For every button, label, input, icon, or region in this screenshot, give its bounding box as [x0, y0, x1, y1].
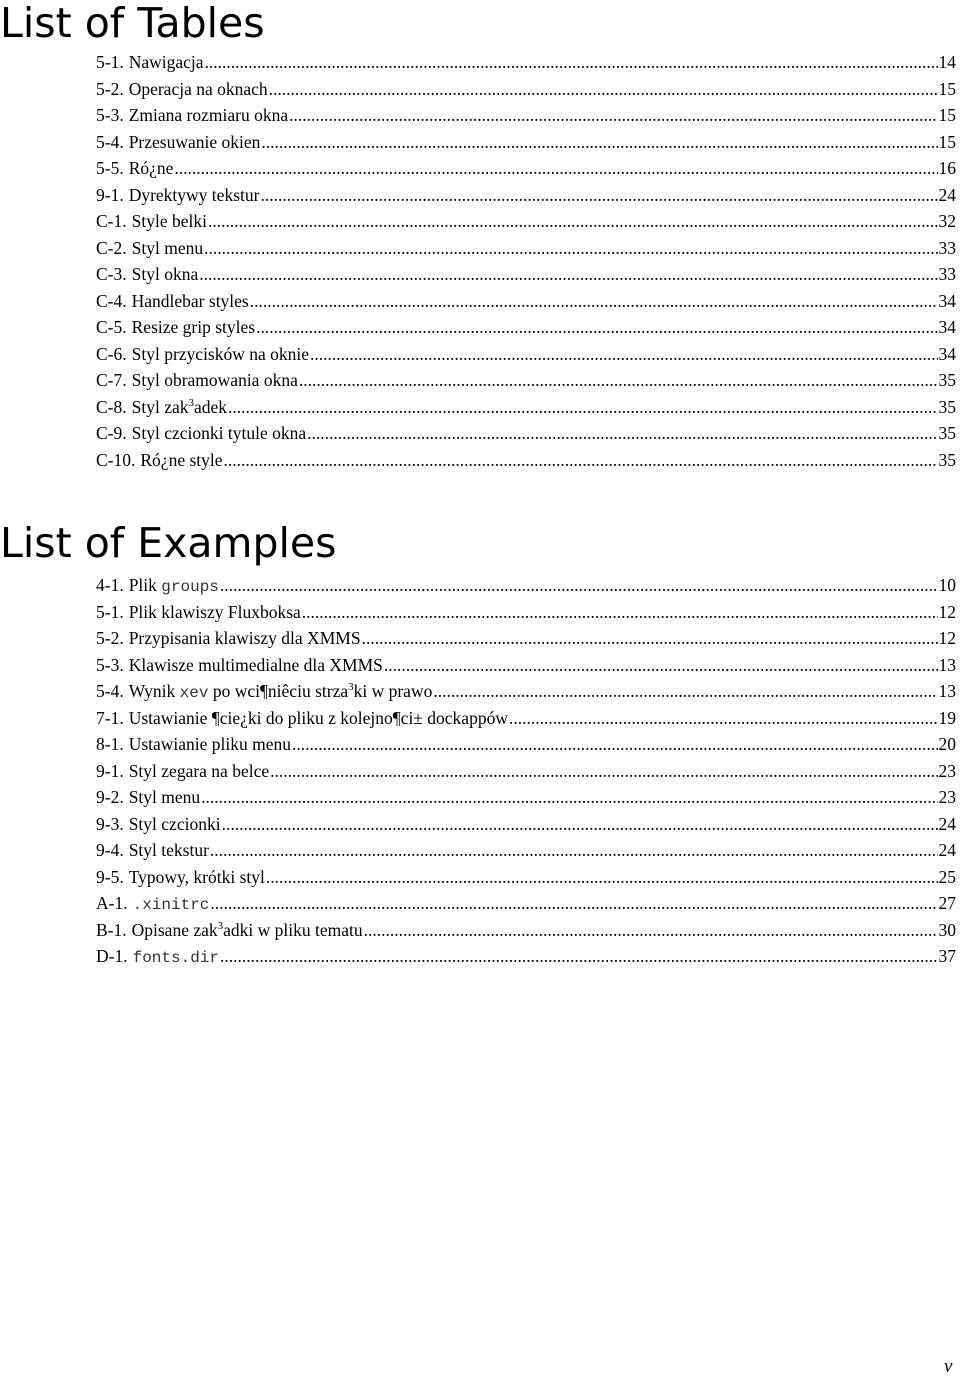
toc-entry[interactable] — [96, 182, 956, 209]
toc-entry-page: 13 — [938, 681, 956, 701]
toc-entry-text: 3 — [188, 396, 194, 409]
toc-entry-text: Typowy, krótki styl — [128, 866, 265, 887]
toc-entry-text: Style belki — [131, 211, 207, 231]
toc-entry-page: 20 — [938, 734, 956, 754]
toc-entry[interactable] — [96, 235, 956, 262]
toc-entry-page: 24 — [938, 184, 956, 205]
toc-entry-text: adki w pliku tematu — [223, 919, 363, 940]
toc-dot-leader — [433, 678, 937, 705]
toc-entry[interactable] — [96, 341, 956, 368]
toc-entry-page: 12 — [938, 601, 956, 622]
toc-entry-title — [129, 155, 174, 182]
toc-entry[interactable] — [96, 367, 956, 394]
toc-entry-text: adek — [194, 396, 228, 417]
toc-entry-number: 9-1. — [96, 184, 124, 205]
toc-entry-title — [133, 890, 210, 917]
toc-entry-text: 3 — [217, 919, 224, 932]
toc-entry-text: Styl czcionki tytule okna — [131, 423, 307, 443]
toc-entry-title — [129, 837, 209, 864]
toc-entry-number: 9-4. — [96, 840, 124, 860]
toc-entry-page: 34 — [938, 343, 956, 364]
toc-entry-text: ki w prawo — [353, 681, 433, 701]
toc-entry-title — [129, 49, 204, 76]
toc-entry-title — [129, 102, 288, 129]
toc-entry-title — [129, 784, 200, 811]
toc-entry-text: Styl czcionki — [128, 813, 221, 834]
toc-dot-leader — [302, 599, 938, 626]
toc-entry-number: 8-1. — [96, 734, 124, 754]
toc-entry-page: 12 — [938, 628, 956, 648]
toc-entry-title — [129, 678, 433, 705]
toc-entry-title — [129, 625, 361, 652]
toc-entry-page: 15 — [938, 131, 956, 152]
toc-entry-code: xev — [179, 684, 209, 702]
toc-entry-number: C-10. — [96, 449, 136, 470]
toc-entry-text: 3 — [348, 681, 354, 694]
toc-dot-leader — [384, 652, 938, 679]
toc-entry-number: 5-2. — [96, 78, 124, 99]
toc-entry-text: Plik klawiszy Fluxboksa — [128, 601, 301, 622]
toc-entry-title — [132, 261, 199, 288]
toc-entry-title — [133, 943, 219, 970]
toc-entry-text: Resize grip styles — [131, 317, 256, 337]
toc-entry[interactable] — [96, 811, 956, 838]
toc-entry-page: 30 — [938, 919, 956, 940]
toc-dot-leader — [220, 572, 938, 599]
page-number: v — [944, 1356, 953, 1377]
toc-entry-number: 5-3. — [96, 105, 124, 125]
toc-dot-leader — [269, 76, 938, 103]
toc-entry-title — [132, 341, 309, 368]
toc-entry-number: C-3. — [96, 264, 127, 284]
toc-entry-text: Opisane zak — [131, 919, 218, 940]
toc-entry-page: 32 — [938, 211, 956, 231]
list-of-examples-heading: List of Examples — [0, 519, 337, 567]
toc-entry-number: C-1. — [96, 211, 127, 231]
toc-entry-title — [129, 864, 265, 891]
toc-entry-text: Operacja na oknach — [128, 78, 268, 99]
toc-entry-title — [129, 811, 221, 838]
toc-entry[interactable] — [96, 76, 956, 103]
toc-entry-title — [129, 572, 219, 599]
toc-entry[interactable] — [96, 572, 956, 599]
toc-entry-page: 24 — [938, 840, 956, 860]
toc-dot-leader — [307, 420, 937, 447]
toc-entry-title — [132, 394, 227, 421]
toc-dot-leader — [224, 447, 938, 474]
toc-entry-number: 5-3. — [96, 654, 124, 675]
toc-entry-page: 27 — [938, 893, 956, 913]
toc-entry[interactable] — [96, 49, 956, 76]
toc-entry-title — [132, 917, 363, 944]
toc-entry-text: Styl zegara na belce — [128, 760, 270, 781]
toc-entry-title — [129, 76, 268, 103]
toc-entry-title — [132, 314, 255, 341]
toc-entry-number: A-1. — [96, 893, 128, 913]
toc-entry-page: 35 — [938, 449, 956, 470]
toc-entry-number: 9-5. — [96, 866, 124, 887]
toc-dot-leader — [266, 864, 938, 891]
toc-dot-leader — [210, 837, 938, 864]
toc-entry[interactable] — [96, 102, 956, 129]
toc-entry-number: 5-1. — [96, 601, 124, 622]
toc-entry-page: 15 — [938, 78, 956, 99]
toc-entry-text: po wci¶niêciu strza — [208, 681, 349, 701]
toc-entry-text: Zmiana rozmiaru okna — [128, 105, 289, 125]
toc-entry[interactable] — [96, 129, 956, 156]
toc-entry[interactable] — [96, 943, 956, 970]
toc-entry-text: Handlebar styles — [131, 290, 249, 311]
toc-entry[interactable] — [96, 705, 956, 732]
toc-dot-leader — [228, 394, 937, 421]
toc-entry-number: C-7. — [96, 370, 127, 390]
toc-entry-page: 23 — [938, 760, 956, 781]
toc-entry-text: Styl zak — [131, 396, 189, 417]
toc-dot-leader — [210, 890, 937, 917]
toc-entry-text: Przesuwanie okien — [128, 131, 261, 152]
toc-entry[interactable] — [96, 155, 956, 182]
toc-entry-number: 5-4. — [96, 131, 124, 152]
toc-entry-number: 5-2. — [96, 628, 124, 648]
toc-entry-text: Wynik — [128, 681, 180, 701]
toc-entry-page: 33 — [938, 264, 956, 284]
toc-entry[interactable] — [96, 394, 956, 421]
toc-dot-leader — [220, 943, 937, 970]
toc-dot-leader — [310, 341, 937, 368]
toc-entry-number: 9-2. — [96, 787, 124, 807]
toc-entry-number: 5-4. — [96, 681, 124, 701]
toc-entry-page: 33 — [938, 237, 956, 258]
toc-entry-number: 9-1. — [96, 760, 124, 781]
toc-dot-leader — [174, 155, 937, 182]
toc-entry-page: 14 — [938, 52, 956, 72]
toc-entry-page: 15 — [938, 105, 956, 125]
toc-dot-leader — [256, 314, 937, 341]
toc-entry-text: Nawigacja — [128, 52, 204, 72]
toc-entry[interactable] — [96, 864, 956, 891]
toc-entry-page: 10 — [938, 575, 956, 595]
toc-entry-page: 19 — [938, 707, 956, 728]
toc-entry[interactable] — [96, 261, 956, 288]
toc-entry-page: 34 — [938, 290, 956, 311]
toc-entry-text: Ustawianie ¶cie¿ki do pliku z kolejno¶ci± dockappów — [128, 707, 508, 728]
toc-entry-page: 34 — [938, 317, 956, 337]
toc-entry-title — [129, 705, 508, 732]
toc-entry-number: 9-3. — [96, 813, 124, 834]
toc-entry-title — [132, 235, 203, 262]
toc-entry-title — [129, 129, 261, 156]
toc-entry[interactable] — [96, 314, 956, 341]
toc-dot-leader — [362, 625, 938, 652]
toc-entry-page: 35 — [938, 370, 956, 390]
toc-entry-text: Styl menu — [131, 237, 204, 258]
toc-entry-code: fonts.dir — [132, 949, 220, 967]
toc-entry-title — [132, 288, 249, 315]
toc-entry-page: 35 — [938, 396, 956, 417]
toc-entry-text: Styl tekstur — [128, 840, 209, 860]
list-of-tables-heading: List of Tables — [0, 0, 265, 47]
toc-dot-leader — [208, 208, 938, 235]
toc-entry-page: 37 — [938, 946, 956, 966]
toc-dot-leader — [201, 784, 937, 811]
toc-entry[interactable] — [96, 625, 956, 652]
toc-entry[interactable] — [96, 599, 956, 626]
toc-entry-number: B-1. — [96, 919, 127, 940]
toc-dot-leader — [292, 731, 937, 758]
toc-entry-title — [129, 599, 301, 626]
toc-entry-title — [129, 182, 260, 209]
toc-entry-text: Styl obramowania okna — [131, 370, 298, 390]
toc-dot-leader — [364, 917, 938, 944]
toc-entry-title — [140, 447, 222, 474]
toc-entry-title — [132, 208, 207, 235]
toc-entry-code: .xinitrc — [132, 896, 210, 914]
examples-list — [96, 572, 956, 970]
toc-dot-leader — [299, 367, 938, 394]
toc-entry[interactable] — [96, 890, 956, 917]
toc-entry[interactable] — [96, 784, 956, 811]
toc-dot-leader — [250, 288, 938, 315]
toc-entry-title — [129, 758, 269, 785]
toc-entry-text: Styl przycisków na oknie — [131, 343, 310, 364]
toc-entry-title — [129, 731, 291, 758]
toc-entry-title — [132, 420, 306, 447]
toc-entry-number: 7-1. — [96, 707, 124, 728]
toc-entry-number: C-6. — [96, 343, 127, 364]
toc-entry-page: 16 — [938, 158, 956, 178]
tables-list — [96, 49, 956, 473]
toc-entry[interactable] — [96, 652, 956, 679]
toc-entry-page: 25 — [938, 866, 956, 887]
toc-entry-number: C-4. — [96, 290, 127, 311]
toc-dot-leader — [204, 235, 937, 262]
toc-entry[interactable] — [96, 758, 956, 785]
toc-entry-text: Plik — [128, 575, 162, 595]
toc-dot-leader — [261, 129, 937, 156]
toc-dot-leader — [289, 102, 937, 129]
toc-entry-text: Styl okna — [131, 264, 199, 284]
toc-entry-text: Ró¿ne style — [140, 449, 223, 470]
toc-dot-leader — [222, 811, 938, 838]
toc-entry[interactable] — [96, 288, 956, 315]
toc-entry-text: Styl menu — [128, 787, 201, 807]
toc-entry[interactable] — [96, 837, 956, 864]
toc-entry-text: Dyrektywy tekstur — [128, 184, 260, 205]
toc-dot-leader — [260, 182, 937, 209]
toc-entry-page: 13 — [938, 654, 956, 675]
toc-dot-leader — [270, 758, 937, 785]
toc-dot-leader — [509, 705, 938, 732]
toc-entry[interactable] — [96, 731, 956, 758]
toc-entry-text: Klawisze multimedialne dla XMMS — [128, 654, 383, 675]
toc-entry-number: C-2. — [96, 237, 127, 258]
toc-entry[interactable] — [96, 917, 956, 944]
toc-entry-number: 4-1. — [96, 575, 124, 595]
toc-entry-title — [129, 652, 383, 679]
toc-entry-text: Ró¿ne — [128, 158, 174, 178]
toc-entry[interactable] — [96, 420, 956, 447]
toc-entry[interactable] — [96, 208, 956, 235]
toc-entry-number: C-8. — [96, 396, 127, 417]
toc-entry[interactable] — [96, 678, 956, 705]
toc-entry-number: C-9. — [96, 423, 127, 443]
toc-dot-leader — [199, 261, 937, 288]
toc-entry[interactable] — [96, 447, 956, 474]
toc-entry-number: 5-1. — [96, 52, 124, 72]
toc-entry-title — [132, 367, 298, 394]
toc-entry-page: 24 — [938, 813, 956, 834]
toc-entry-text: Przypisania klawiszy dla XMMS — [128, 628, 361, 648]
toc-entry-text: Ustawianie pliku menu — [128, 734, 292, 754]
toc-entry-number: 5-5. — [96, 158, 124, 178]
toc-entry-code: groups — [161, 578, 219, 596]
toc-entry-number: C-5. — [96, 317, 127, 337]
toc-dot-leader — [205, 49, 938, 76]
toc-entry-page: 35 — [938, 423, 956, 443]
toc-entry-page: 23 — [938, 787, 956, 807]
toc-entry-number: D-1. — [96, 946, 128, 966]
